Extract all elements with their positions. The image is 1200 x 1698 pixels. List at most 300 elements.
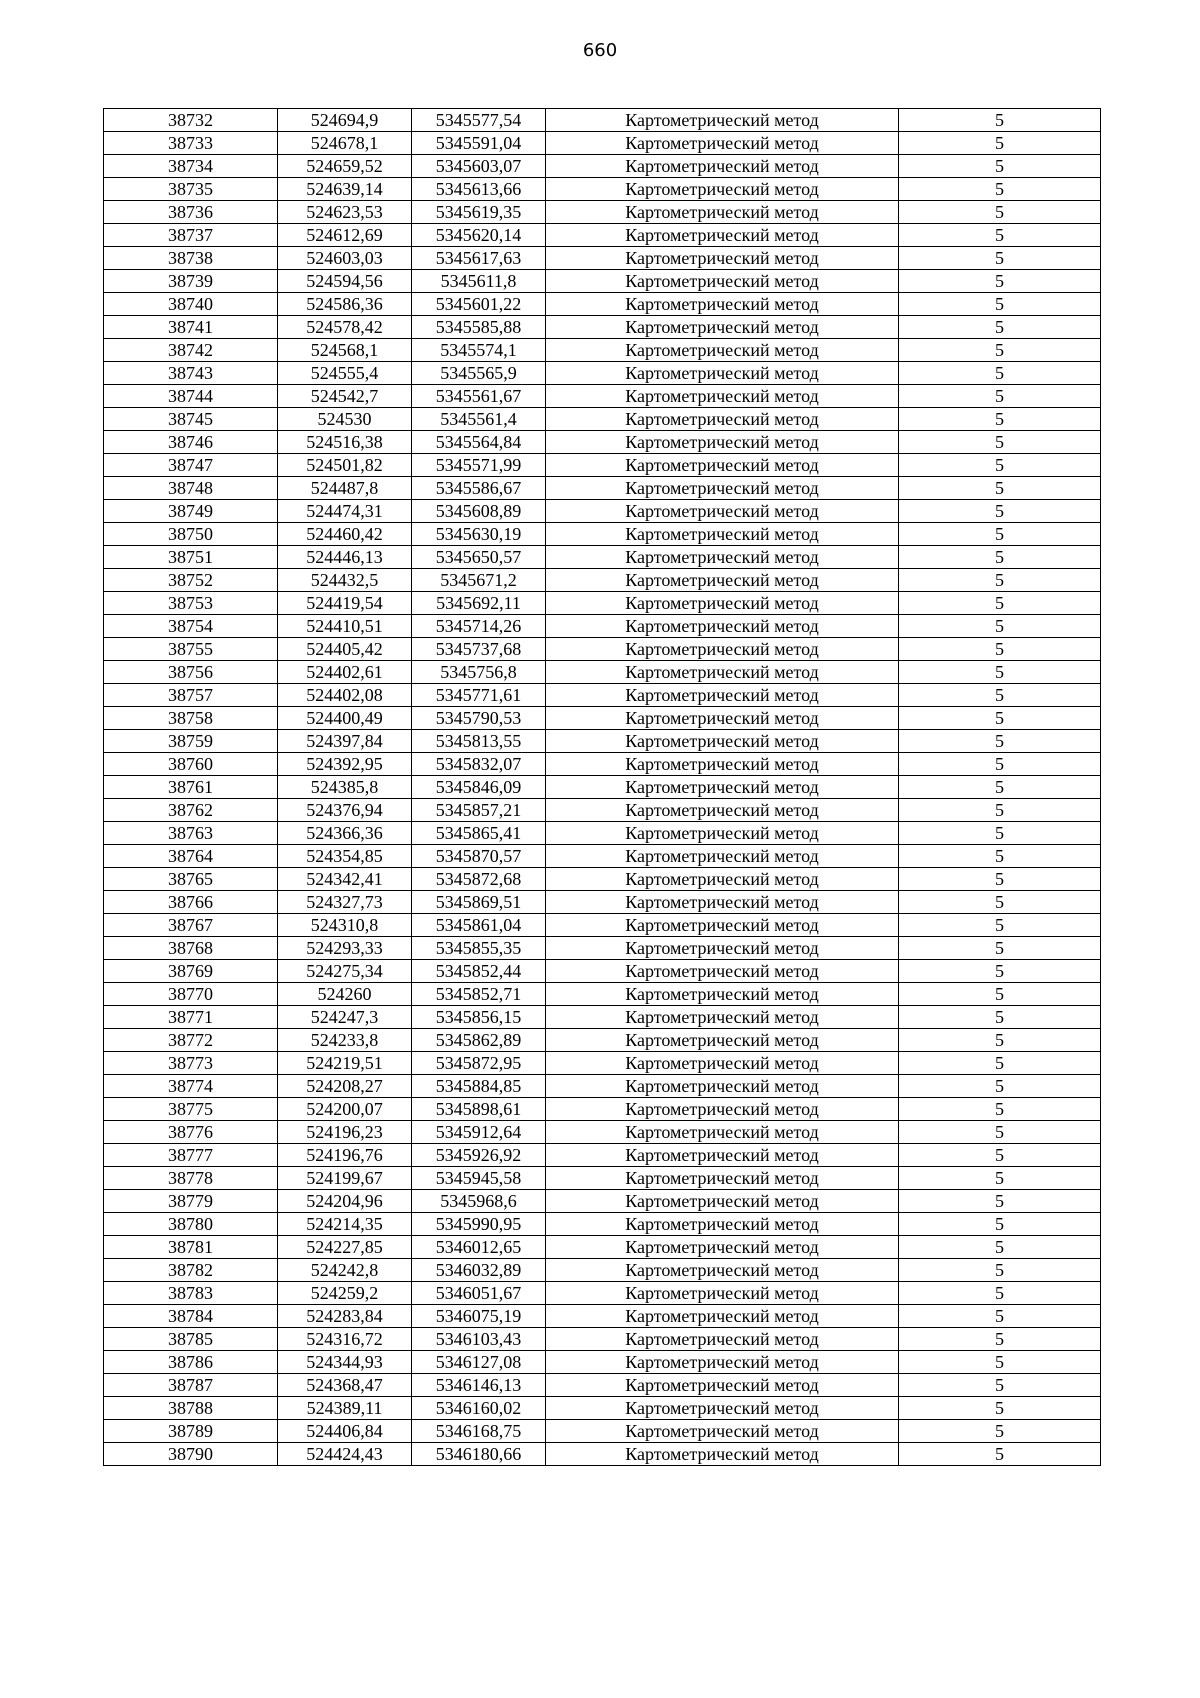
accuracy-cell: 5: [899, 1397, 1101, 1420]
y-coordinate-cell: 5345620,14: [412, 224, 546, 247]
accuracy-cell: 5: [899, 1121, 1101, 1144]
accuracy-cell: 5: [899, 1374, 1101, 1397]
x-coordinate-cell: 524368,47: [278, 1374, 412, 1397]
y-coordinate-cell: 5346168,75: [412, 1420, 546, 1443]
accuracy-cell: 5: [899, 983, 1101, 1006]
y-coordinate-cell: 5345565,9: [412, 362, 546, 385]
method-cell: Картометрический метод: [546, 1213, 899, 1236]
x-coordinate-cell: 524424,43: [278, 1443, 412, 1466]
accuracy-cell: 5: [899, 546, 1101, 569]
accuracy-cell: 5: [899, 293, 1101, 316]
y-coordinate-cell: 5345968,6: [412, 1190, 546, 1213]
table-row: [104, 431, 1101, 454]
accuracy-cell: 5: [899, 1213, 1101, 1236]
x-coordinate-cell: 524460,42: [278, 523, 412, 546]
x-coordinate-cell: 524406,84: [278, 1420, 412, 1443]
table-row: [104, 316, 1101, 339]
accuracy-cell: 5: [899, 937, 1101, 960]
accuracy-cell: 5: [899, 523, 1101, 546]
method-cell: Картометрический метод: [546, 247, 899, 270]
y-coordinate-cell: 5345601,22: [412, 293, 546, 316]
table-row: [104, 201, 1101, 224]
table-row: [104, 454, 1101, 477]
table-row: [104, 1305, 1101, 1328]
x-coordinate-cell: 524402,08: [278, 684, 412, 707]
accuracy-cell: 5: [899, 1075, 1101, 1098]
method-cell: Картометрический метод: [546, 224, 899, 247]
method-cell: Картометрический метод: [546, 753, 899, 776]
accuracy-cell: 5: [899, 960, 1101, 983]
accuracy-cell: 5: [899, 247, 1101, 270]
point-number-cell: 38746: [104, 431, 278, 454]
method-cell: Картометрический метод: [546, 454, 899, 477]
x-coordinate-cell: 524568,1: [278, 339, 412, 362]
table-row: [104, 247, 1101, 270]
point-number-cell: 38777: [104, 1144, 278, 1167]
table-row: [104, 293, 1101, 316]
y-coordinate-cell: 5346103,43: [412, 1328, 546, 1351]
accuracy-cell: 5: [899, 1351, 1101, 1374]
table-row: [104, 1213, 1101, 1236]
table-row: [104, 1167, 1101, 1190]
x-coordinate-cell: 524354,85: [278, 845, 412, 868]
x-coordinate-cell: 524542,7: [278, 385, 412, 408]
y-coordinate-cell: 5345869,51: [412, 891, 546, 914]
point-number-cell: 38768: [104, 937, 278, 960]
x-coordinate-cell: 524233,8: [278, 1029, 412, 1052]
y-coordinate-cell: 5346051,67: [412, 1282, 546, 1305]
table-row: [104, 960, 1101, 983]
y-coordinate-cell: 5345617,63: [412, 247, 546, 270]
table-row: [104, 270, 1101, 293]
point-number-cell: 38779: [104, 1190, 278, 1213]
table-row: [104, 500, 1101, 523]
table-row: [104, 615, 1101, 638]
accuracy-cell: 5: [899, 155, 1101, 178]
y-coordinate-cell: 5345591,04: [412, 132, 546, 155]
y-coordinate-cell: 5345862,89: [412, 1029, 546, 1052]
method-cell: Картометрический метод: [546, 638, 899, 661]
x-coordinate-cell: 524247,3: [278, 1006, 412, 1029]
accuracy-cell: 5: [899, 615, 1101, 638]
x-coordinate-cell: 524199,67: [278, 1167, 412, 1190]
method-cell: Картометрический метод: [546, 109, 899, 132]
point-number-cell: 38762: [104, 799, 278, 822]
table-row: [104, 638, 1101, 661]
accuracy-cell: 5: [899, 707, 1101, 730]
table-row: [104, 385, 1101, 408]
table-row: [104, 178, 1101, 201]
point-number-cell: 38745: [104, 408, 278, 431]
accuracy-cell: 5: [899, 891, 1101, 914]
point-number-cell: 38787: [104, 1374, 278, 1397]
point-number-cell: 38765: [104, 868, 278, 891]
point-number-cell: 38751: [104, 546, 278, 569]
accuracy-cell: 5: [899, 224, 1101, 247]
accuracy-cell: 5: [899, 270, 1101, 293]
method-cell: Картометрический метод: [546, 1006, 899, 1029]
method-cell: Картометрический метод: [546, 730, 899, 753]
table-row: [104, 776, 1101, 799]
accuracy-cell: 5: [899, 339, 1101, 362]
y-coordinate-cell: 5346012,65: [412, 1236, 546, 1259]
point-number-cell: 38783: [104, 1282, 278, 1305]
x-coordinate-cell: 524501,82: [278, 454, 412, 477]
y-coordinate-cell: 5345737,68: [412, 638, 546, 661]
point-number-cell: 38736: [104, 201, 278, 224]
method-cell: Картометрический метод: [546, 408, 899, 431]
method-cell: Картометрический метод: [546, 1144, 899, 1167]
point-number-cell: 38778: [104, 1167, 278, 1190]
y-coordinate-cell: 5346160,02: [412, 1397, 546, 1420]
y-coordinate-cell: 5346146,13: [412, 1374, 546, 1397]
page-number: 660: [582, 40, 618, 61]
table-row: [104, 730, 1101, 753]
y-coordinate-cell: 5345650,57: [412, 546, 546, 569]
x-coordinate-cell: 524405,42: [278, 638, 412, 661]
y-coordinate-cell: 5345912,64: [412, 1121, 546, 1144]
accuracy-cell: 5: [899, 845, 1101, 868]
x-coordinate-cell: 524227,85: [278, 1236, 412, 1259]
table-row: [104, 569, 1101, 592]
y-coordinate-cell: 5345857,21: [412, 799, 546, 822]
y-coordinate-cell: 5345692,11: [412, 592, 546, 615]
point-number-cell: 38784: [104, 1305, 278, 1328]
method-cell: Картометрический метод: [546, 1374, 899, 1397]
point-number-cell: 38754: [104, 615, 278, 638]
point-number-cell: 38748: [104, 477, 278, 500]
method-cell: Картометрический метод: [546, 661, 899, 684]
point-number-cell: 38761: [104, 776, 278, 799]
accuracy-cell: 5: [899, 1190, 1101, 1213]
x-coordinate-cell: 524389,11: [278, 1397, 412, 1420]
table-row: [104, 546, 1101, 569]
y-coordinate-cell: 5345945,58: [412, 1167, 546, 1190]
accuracy-cell: 5: [899, 109, 1101, 132]
x-coordinate-cell: 524639,14: [278, 178, 412, 201]
point-number-cell: 38742: [104, 339, 278, 362]
point-number-cell: 38763: [104, 822, 278, 845]
x-coordinate-cell: 524196,23: [278, 1121, 412, 1144]
point-number-cell: 38780: [104, 1213, 278, 1236]
y-coordinate-cell: 5345926,92: [412, 1144, 546, 1167]
accuracy-cell: 5: [899, 1443, 1101, 1466]
method-cell: Картометрический метод: [546, 615, 899, 638]
x-coordinate-cell: 524410,51: [278, 615, 412, 638]
point-number-cell: 38781: [104, 1236, 278, 1259]
y-coordinate-cell: 5345564,84: [412, 431, 546, 454]
table-row: [104, 891, 1101, 914]
method-cell: Картометрический метод: [546, 362, 899, 385]
method-cell: Картометрический метод: [546, 822, 899, 845]
x-coordinate-cell: 524578,42: [278, 316, 412, 339]
accuracy-cell: 5: [899, 1167, 1101, 1190]
x-coordinate-cell: 524432,5: [278, 569, 412, 592]
accuracy-cell: 5: [899, 569, 1101, 592]
accuracy-cell: 5: [899, 1098, 1101, 1121]
point-number-cell: 38744: [104, 385, 278, 408]
accuracy-cell: 5: [899, 454, 1101, 477]
method-cell: Картометрический метод: [546, 707, 899, 730]
method-cell: Картометрический метод: [546, 569, 899, 592]
x-coordinate-cell: 524516,38: [278, 431, 412, 454]
table-row: [104, 1443, 1101, 1466]
y-coordinate-cell: 5345990,95: [412, 1213, 546, 1236]
point-number-cell: 38775: [104, 1098, 278, 1121]
x-coordinate-cell: 524259,2: [278, 1282, 412, 1305]
method-cell: Картометрический метод: [546, 201, 899, 224]
y-coordinate-cell: 5345586,67: [412, 477, 546, 500]
y-coordinate-cell: 5345630,19: [412, 523, 546, 546]
y-coordinate-cell: 5345756,8: [412, 661, 546, 684]
x-coordinate-cell: 524694,9: [278, 109, 412, 132]
y-coordinate-cell: 5345790,53: [412, 707, 546, 730]
y-coordinate-cell: 5345884,85: [412, 1075, 546, 1098]
point-number-cell: 38773: [104, 1052, 278, 1075]
y-coordinate-cell: 5345577,54: [412, 109, 546, 132]
accuracy-cell: 5: [899, 1328, 1101, 1351]
method-cell: Картометрический метод: [546, 1029, 899, 1052]
accuracy-cell: 5: [899, 730, 1101, 753]
y-coordinate-cell: 5345771,61: [412, 684, 546, 707]
y-coordinate-cell: 5346032,89: [412, 1259, 546, 1282]
point-number-cell: 38755: [104, 638, 278, 661]
method-cell: Картометрический метод: [546, 776, 899, 799]
method-cell: Картометрический метод: [546, 270, 899, 293]
accuracy-cell: 5: [899, 638, 1101, 661]
table-row: [104, 339, 1101, 362]
table-row: [104, 362, 1101, 385]
table-row: [104, 799, 1101, 822]
point-number-cell: 38732: [104, 109, 278, 132]
accuracy-cell: 5: [899, 316, 1101, 339]
y-coordinate-cell: 5345619,35: [412, 201, 546, 224]
point-number-cell: 38733: [104, 132, 278, 155]
x-coordinate-cell: 524419,54: [278, 592, 412, 615]
point-number-cell: 38739: [104, 270, 278, 293]
y-coordinate-cell: 5345852,71: [412, 983, 546, 1006]
table-row: [104, 1075, 1101, 1098]
point-number-cell: 38764: [104, 845, 278, 868]
y-coordinate-cell: 5345898,61: [412, 1098, 546, 1121]
x-coordinate-cell: 524342,41: [278, 868, 412, 891]
table-row: [104, 1351, 1101, 1374]
x-coordinate-cell: 524327,73: [278, 891, 412, 914]
table-row: [104, 914, 1101, 937]
accuracy-cell: 5: [899, 776, 1101, 799]
point-number-cell: 38749: [104, 500, 278, 523]
accuracy-cell: 5: [899, 1420, 1101, 1443]
accuracy-cell: 5: [899, 799, 1101, 822]
method-cell: Картометрический метод: [546, 845, 899, 868]
y-coordinate-cell: 5345671,2: [412, 569, 546, 592]
accuracy-cell: 5: [899, 408, 1101, 431]
y-coordinate-cell: 5345865,41: [412, 822, 546, 845]
x-coordinate-cell: 524555,4: [278, 362, 412, 385]
point-number-cell: 38766: [104, 891, 278, 914]
table-row: [104, 868, 1101, 891]
point-number-cell: 38782: [104, 1259, 278, 1282]
x-coordinate-cell: 524204,96: [278, 1190, 412, 1213]
point-number-cell: 38759: [104, 730, 278, 753]
table-row: [104, 132, 1101, 155]
method-cell: Картометрический метод: [546, 1282, 899, 1305]
table-row: [104, 684, 1101, 707]
x-coordinate-cell: 524242,8: [278, 1259, 412, 1282]
method-cell: Картометрический метод: [546, 1351, 899, 1374]
y-coordinate-cell: 5345861,04: [412, 914, 546, 937]
table-row: [104, 707, 1101, 730]
table-row: [104, 592, 1101, 615]
method-cell: Картометрический метод: [546, 1420, 899, 1443]
accuracy-cell: 5: [899, 1236, 1101, 1259]
accuracy-cell: 5: [899, 132, 1101, 155]
method-cell: Картометрический метод: [546, 1259, 899, 1282]
accuracy-cell: 5: [899, 1006, 1101, 1029]
accuracy-cell: 5: [899, 1052, 1101, 1075]
table-row: [104, 408, 1101, 431]
method-cell: Картометрический метод: [546, 477, 899, 500]
accuracy-cell: 5: [899, 1282, 1101, 1305]
table-row: [104, 1282, 1101, 1305]
x-coordinate-cell: 524310,8: [278, 914, 412, 937]
x-coordinate-cell: 524275,34: [278, 960, 412, 983]
point-number-cell: 38738: [104, 247, 278, 270]
table-row: [104, 109, 1101, 132]
x-coordinate-cell: 524586,36: [278, 293, 412, 316]
method-cell: Картометрический метод: [546, 293, 899, 316]
x-coordinate-cell: 524446,13: [278, 546, 412, 569]
point-number-cell: 38776: [104, 1121, 278, 1144]
table-row: [104, 1328, 1101, 1351]
point-number-cell: 38767: [104, 914, 278, 937]
method-cell: Картометрический метод: [546, 1328, 899, 1351]
method-cell: Картометрический метод: [546, 339, 899, 362]
table-row: [104, 1190, 1101, 1213]
method-cell: Картометрический метод: [546, 1167, 899, 1190]
method-cell: Картометрический метод: [546, 1098, 899, 1121]
table-row: [104, 1420, 1101, 1443]
table-row: [104, 155, 1101, 178]
method-cell: Картометрический метод: [546, 1075, 899, 1098]
x-coordinate-cell: 524392,95: [278, 753, 412, 776]
y-coordinate-cell: 5345608,89: [412, 500, 546, 523]
y-coordinate-cell: 5345603,07: [412, 155, 546, 178]
point-number-cell: 38786: [104, 1351, 278, 1374]
accuracy-cell: 5: [899, 1305, 1101, 1328]
x-coordinate-cell: 524659,52: [278, 155, 412, 178]
method-cell: Картометрический метод: [546, 500, 899, 523]
point-number-cell: 38757: [104, 684, 278, 707]
method-cell: Картометрический метод: [546, 891, 899, 914]
method-cell: Картометрический метод: [546, 316, 899, 339]
accuracy-cell: 5: [899, 684, 1101, 707]
x-coordinate-cell: 524200,07: [278, 1098, 412, 1121]
x-coordinate-cell: 524214,35: [278, 1213, 412, 1236]
accuracy-cell: 5: [899, 431, 1101, 454]
method-cell: Картометрический метод: [546, 385, 899, 408]
method-cell: Картометрический метод: [546, 937, 899, 960]
x-coordinate-cell: 524196,76: [278, 1144, 412, 1167]
table-row: [104, 1121, 1101, 1144]
x-coordinate-cell: 524376,94: [278, 799, 412, 822]
x-coordinate-cell: 524623,53: [278, 201, 412, 224]
method-cell: Картометрический метод: [546, 1121, 899, 1144]
table-row: [104, 523, 1101, 546]
y-coordinate-cell: 5345813,55: [412, 730, 546, 753]
x-coordinate-cell: 524594,56: [278, 270, 412, 293]
table-row: [104, 477, 1101, 500]
x-coordinate-cell: 524316,72: [278, 1328, 412, 1351]
point-number-cell: 38770: [104, 983, 278, 1006]
method-cell: Картометрический метод: [546, 132, 899, 155]
point-number-cell: 38743: [104, 362, 278, 385]
y-coordinate-cell: 5345846,09: [412, 776, 546, 799]
x-coordinate-cell: 524219,51: [278, 1052, 412, 1075]
point-number-cell: 38747: [104, 454, 278, 477]
method-cell: Картометрический метод: [546, 1190, 899, 1213]
method-cell: Картометрический метод: [546, 1397, 899, 1420]
table-row: [104, 1144, 1101, 1167]
table-row: [104, 1236, 1101, 1259]
table-row: [104, 845, 1101, 868]
y-coordinate-cell: 5345856,15: [412, 1006, 546, 1029]
x-coordinate-cell: 524678,1: [278, 132, 412, 155]
method-cell: Картометрический метод: [546, 592, 899, 615]
y-coordinate-cell: 5345852,44: [412, 960, 546, 983]
method-cell: Картометрический метод: [546, 1236, 899, 1259]
point-number-cell: 38753: [104, 592, 278, 615]
point-number-cell: 38769: [104, 960, 278, 983]
accuracy-cell: 5: [899, 868, 1101, 891]
point-number-cell: 38789: [104, 1420, 278, 1443]
point-number-cell: 38735: [104, 178, 278, 201]
point-number-cell: 38772: [104, 1029, 278, 1052]
x-coordinate-cell: 524293,33: [278, 937, 412, 960]
x-coordinate-cell: 524397,84: [278, 730, 412, 753]
x-coordinate-cell: 524530: [278, 408, 412, 431]
x-coordinate-cell: 524344,93: [278, 1351, 412, 1374]
y-coordinate-cell: 5345574,1: [412, 339, 546, 362]
y-coordinate-cell: 5345561,4: [412, 408, 546, 431]
accuracy-cell: 5: [899, 822, 1101, 845]
method-cell: Картометрический метод: [546, 1443, 899, 1466]
accuracy-cell: 5: [899, 477, 1101, 500]
x-coordinate-cell: 524366,36: [278, 822, 412, 845]
table-row: [104, 1374, 1101, 1397]
y-coordinate-cell: 5345855,35: [412, 937, 546, 960]
accuracy-cell: 5: [899, 1029, 1101, 1052]
y-coordinate-cell: 5346180,66: [412, 1443, 546, 1466]
method-cell: Картометрический метод: [546, 1052, 899, 1075]
accuracy-cell: 5: [899, 592, 1101, 615]
coordinates-table-body: [104, 109, 1101, 1466]
point-number-cell: 38788: [104, 1397, 278, 1420]
accuracy-cell: 5: [899, 201, 1101, 224]
x-coordinate-cell: 524283,84: [278, 1305, 412, 1328]
table-row: [104, 1397, 1101, 1420]
table-row: [104, 1259, 1101, 1282]
x-coordinate-cell: 524208,27: [278, 1075, 412, 1098]
point-number-cell: 38734: [104, 155, 278, 178]
method-cell: Картометрический метод: [546, 983, 899, 1006]
table-row: [104, 753, 1101, 776]
y-coordinate-cell: 5345613,66: [412, 178, 546, 201]
y-coordinate-cell: 5345832,07: [412, 753, 546, 776]
accuracy-cell: 5: [899, 1144, 1101, 1167]
table-row: [104, 1006, 1101, 1029]
point-number-cell: 38737: [104, 224, 278, 247]
